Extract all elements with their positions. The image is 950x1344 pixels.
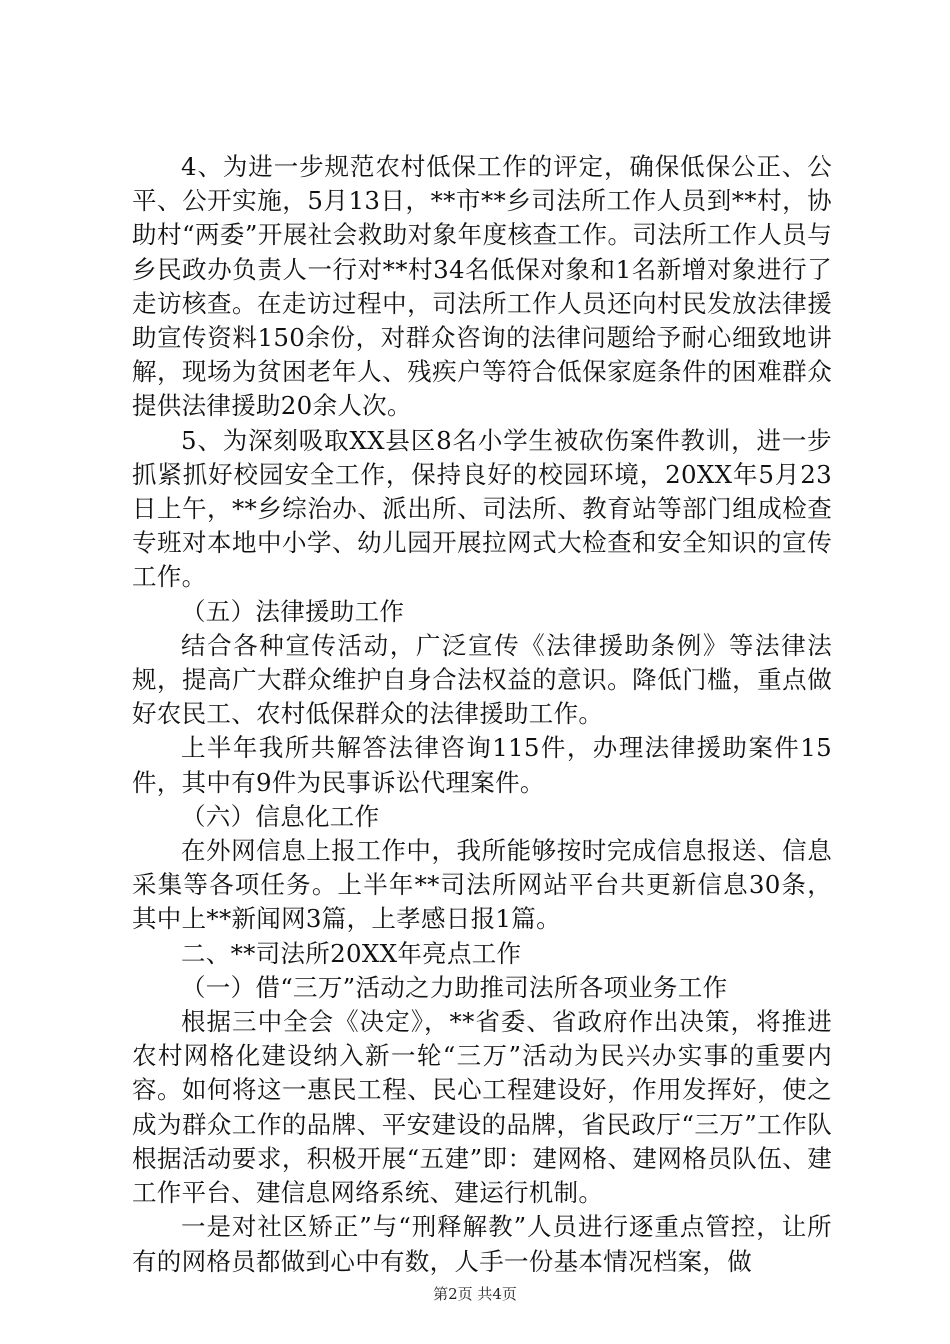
paragraph-informatization: 在外网信息上报工作中，我所能够按时完成信息报送、信息采集等各项任务。上半年**司法所网站平台共更新信息30条，其中上**新闻网3篇，上孝感日报1篇。 bbox=[132, 836, 832, 934]
paragraph-item-5: 5、为深刻吸取XX县区8名小学生被砍伤案件教训，进一步抓紧抓好校园安全工作，保持良好的校园环境，20XX年5月23日上午，**乡综治办、派出所、司法所、教育站等部门组成检查专班对本地中小学、幼儿园开展拉网式大检查和安全知识的宣传工作。 bbox=[132, 425, 832, 592]
paragraph-item-4: 4、为进一步规范农村低保工作的评定，确保低保公正、公平、公开实施，5月13日，**市**乡司法所工作人员到**村，协助村“两委”开展社会救助对象年度核查工作。司法所工作人员与乡民政办负责人一行对**村34名低保对象和1名新增对象进行了走访核查。在走访过程中，司法所工作人员还向村民发放法律援助宣传资料150余份，对群众咨询的法律问题给予耐心细致地讲解，现场为贫困老年人、残疾户等符合低保家庭条件的困难群众提供法律援助20余人次。 bbox=[132, 152, 832, 421]
paragraph-legal-aid-stats: 上半年我所共解答法律咨询115件，办理法律援助案件15件，其中有9件为民事诉讼代理案件。 bbox=[132, 733, 832, 797]
section-heading-highlights: 二、**司法所20XX年亮点工作 bbox=[181, 938, 522, 968]
paragraph-key-control: 一是对社区矫正”与“刑释解教”人员进行逐重点管控，让所有的网格员都做到心中有数，人手一份基本情况档案，做 bbox=[132, 1212, 832, 1276]
section-heading-legal-aid: （五）法律援助工作 bbox=[181, 596, 405, 626]
document-body bbox=[132, 150, 832, 1279]
paragraph-legal-aid-promotion: 结合各种宣传活动，广泛宣传《法律援助条例》等法律法规，提高广大群众维护自身合法权益的意识。降低门槛，重点做好农民工、农村低保群众的法律援助工作。 bbox=[132, 630, 832, 729]
section-heading-informatization: （六）信息化工作 bbox=[181, 801, 380, 831]
paragraph-sanwan-activity: 根据三中全会《决定》，**省委、省政府作出决策，将推进农村网格化建设纳入新一轮“三万”活动为民兴办实事的重要内容。如何将这一惠民工程、民心工程建设好，作用发挥好，使之成为群众工作的品牌、平安建设的品牌，省民政厅“三万”工作队根据活动要求，积极开展“五建”即：建网格、建网格员队伍、建工作平台、建信息网络系统、建运行机制。 bbox=[132, 1007, 832, 1208]
subsection-heading-sanwan: （一）借“三万”活动之力助推司法所各项业务工作 bbox=[181, 972, 728, 1002]
page-number-footer: 第2页 共4页 bbox=[433, 1285, 517, 1303]
